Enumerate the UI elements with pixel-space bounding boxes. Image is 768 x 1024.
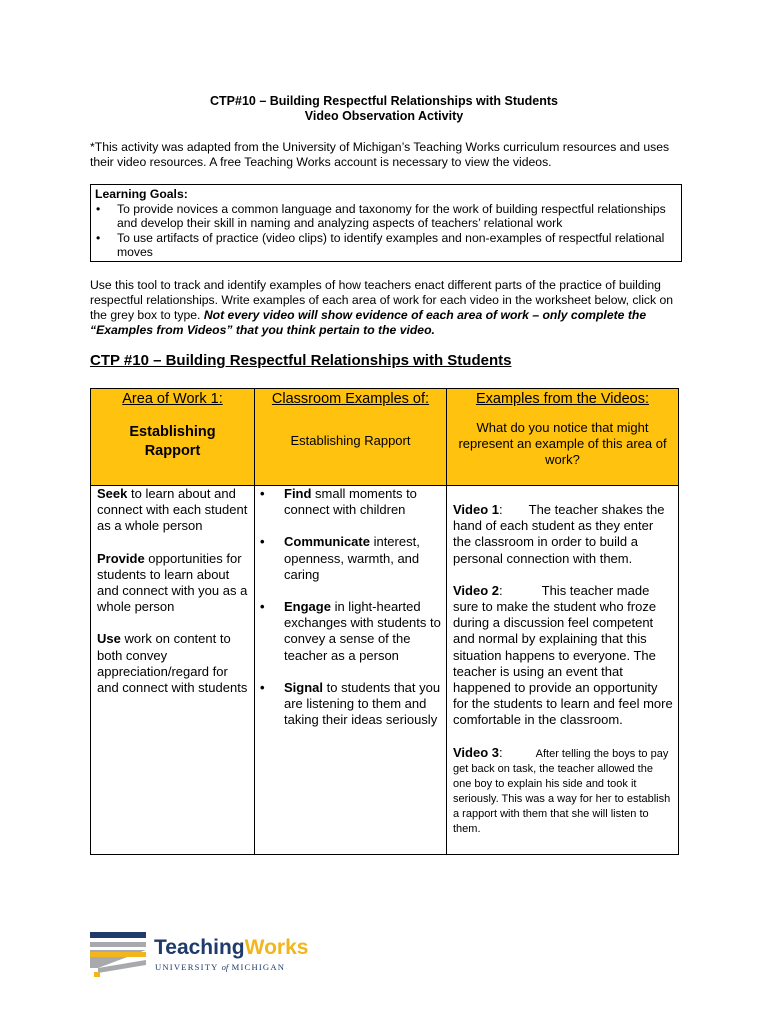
table-header-row bbox=[91, 389, 679, 486]
worksheet-table bbox=[90, 388, 679, 855]
area-item bbox=[97, 551, 248, 616]
area-item bbox=[97, 631, 248, 696]
intro-note: *This activity was adapted from the University of Michigan’s Teaching Works curriculum resources and uses their video resources. A free Teaching Works account is necessary to view the videos. bbox=[90, 140, 670, 169]
example-item bbox=[255, 534, 446, 583]
video-label: Video 3 bbox=[453, 744, 500, 760]
bullet-icon: • bbox=[260, 599, 265, 615]
video-entry: Video 2: This teacher made sure to make the student who froze during a discussion feel competent and normal by explaining that this situation happens to everyone. The teacher is using an event that happened to provide an opportunity for the students to learn and feel more comfortable in the classroom. bbox=[453, 582, 673, 728]
example-text: to students that you are listening to them and taking their ideas seriously bbox=[284, 679, 441, 728]
example-text: in light-hearted exchanges with students to convey a sense of the teacher as a person bbox=[284, 599, 441, 663]
video-label: Video 2 bbox=[453, 582, 500, 598]
table-body-row bbox=[91, 486, 679, 855]
bullet-icon: • bbox=[96, 230, 101, 245]
learning-goal-text: To provide novices a common language and taxonomy for the work of building respectful relationships and develop their skill in naming and analyzing aspects of teachers’ relational work bbox=[117, 201, 666, 230]
logo-wordmark: TeachingWorks bbox=[154, 936, 309, 959]
section-title: CTP #10 – Building Respectful Relationships with Students bbox=[90, 352, 512, 369]
video-response-field[interactable]: The teacher shakes the hand of each student as they enter the classroom in order to build a personal connection with them. bbox=[453, 502, 665, 566]
area-item bbox=[97, 486, 248, 535]
header-video-examples bbox=[447, 389, 679, 486]
example-item bbox=[255, 680, 446, 729]
example-text: small moments to connect with children bbox=[284, 486, 417, 518]
area-item-verb: Use bbox=[97, 631, 121, 647]
learning-goals-box bbox=[90, 184, 682, 262]
bullet-icon: • bbox=[96, 201, 101, 216]
video-response-field[interactable]: This teacher made sure to make the student who froze during a discussion feel competent and normal by explaining that this situation happens to everyone. The teacher is using an event that happened to provide an opportunity for the students to learn and feel more comfortable in the classroom. bbox=[453, 582, 673, 728]
header-area-of-work bbox=[91, 389, 255, 486]
logo-mark-icon bbox=[90, 932, 146, 977]
document-title: CTP#10 – Building Respectful Relationships with Students bbox=[210, 94, 558, 108]
learning-goal-text: To use artifacts of practice (video clips) to identify examples and non-examples of respectful relational moves bbox=[117, 230, 665, 259]
header-video-sub: What do you notice that might represent an example of this area of work? bbox=[458, 420, 667, 467]
logo-tagline: UNIVERSITY of MICHIGAN bbox=[155, 962, 286, 972]
example-verb: Signal bbox=[284, 679, 324, 695]
teachingworks-logo bbox=[90, 928, 309, 978]
video-entry: Video 3: After telling the boys to pay get back on task, the teacher allowed the one boy to explain his side and took it seriously. This was a way for her to establish a rapport with them that she will listen to them. bbox=[453, 744, 671, 835]
video-label: Video 1 bbox=[453, 502, 500, 517]
header-classroom-sub: Establishing Rapport bbox=[290, 433, 411, 448]
example-item bbox=[255, 486, 446, 518]
instructions bbox=[90, 278, 682, 338]
bullet-icon: • bbox=[260, 534, 265, 550]
learning-goals-heading: Learning Goals: bbox=[95, 187, 188, 201]
example-text: interest, openness, warmth, and caring bbox=[284, 534, 420, 582]
document-subtitle: Video Observation Activity bbox=[304, 109, 464, 123]
bullet-icon: • bbox=[260, 679, 265, 695]
area-item-text: work on content to both convey appreciation/regard for and connect with students bbox=[97, 631, 248, 696]
teachingworks-logo-graphic bbox=[90, 928, 309, 978]
video-examples-cell bbox=[447, 486, 679, 855]
video-entry: Video 1: The teacher shakes the hand of each student as they enter the classroom in order to build a personal connection with them. bbox=[453, 502, 665, 566]
learning-goals-list bbox=[95, 202, 677, 260]
area-item-verb: Seek bbox=[97, 486, 128, 501]
learning-goal-item bbox=[95, 231, 677, 260]
video-response-field[interactable]: After telling the boys to pay get back on task, the teacher allowed the one boy to explain his side and took it seriously. This was a way for her to establish a rapport with them that she will listen to them. bbox=[453, 747, 671, 835]
learning-goal-item bbox=[95, 202, 677, 231]
header-video-label: Examples from the Videos: bbox=[475, 391, 649, 407]
example-verb: Engage bbox=[284, 599, 331, 615]
instructions-emphasis: Not every video will show evidence of each area of work – only complete the “Examples from Videos” that you think pertain to the video. bbox=[90, 308, 647, 337]
header-classroom-examples bbox=[255, 389, 447, 486]
instructions-text: Use this tool to track and identify examples of how teachers enact different parts of the practice of building respectful relationships. Write examples of each area of work for each video in the worksheet below, click on the grey box to type. bbox=[90, 278, 674, 322]
header-classroom-label: Classroom Examples of: bbox=[271, 391, 430, 407]
header-area-label: Area of Work 1: bbox=[122, 391, 223, 407]
example-verb: Communicate bbox=[284, 534, 370, 550]
header-area-name: Establishing Rapport bbox=[129, 424, 216, 459]
area-of-work-cell bbox=[91, 486, 255, 855]
area-item-verb: Provide bbox=[97, 550, 145, 566]
classroom-examples-list bbox=[255, 486, 446, 728]
classroom-examples-cell bbox=[255, 486, 447, 855]
example-item bbox=[255, 599, 446, 664]
area-item-text: to learn about and connect with each student as a whole person bbox=[97, 486, 248, 534]
example-verb: Find bbox=[284, 486, 312, 501]
area-item-text: opportunities for students to learn about and connect with you as a whole person bbox=[97, 550, 248, 615]
bullet-icon: • bbox=[260, 486, 265, 501]
